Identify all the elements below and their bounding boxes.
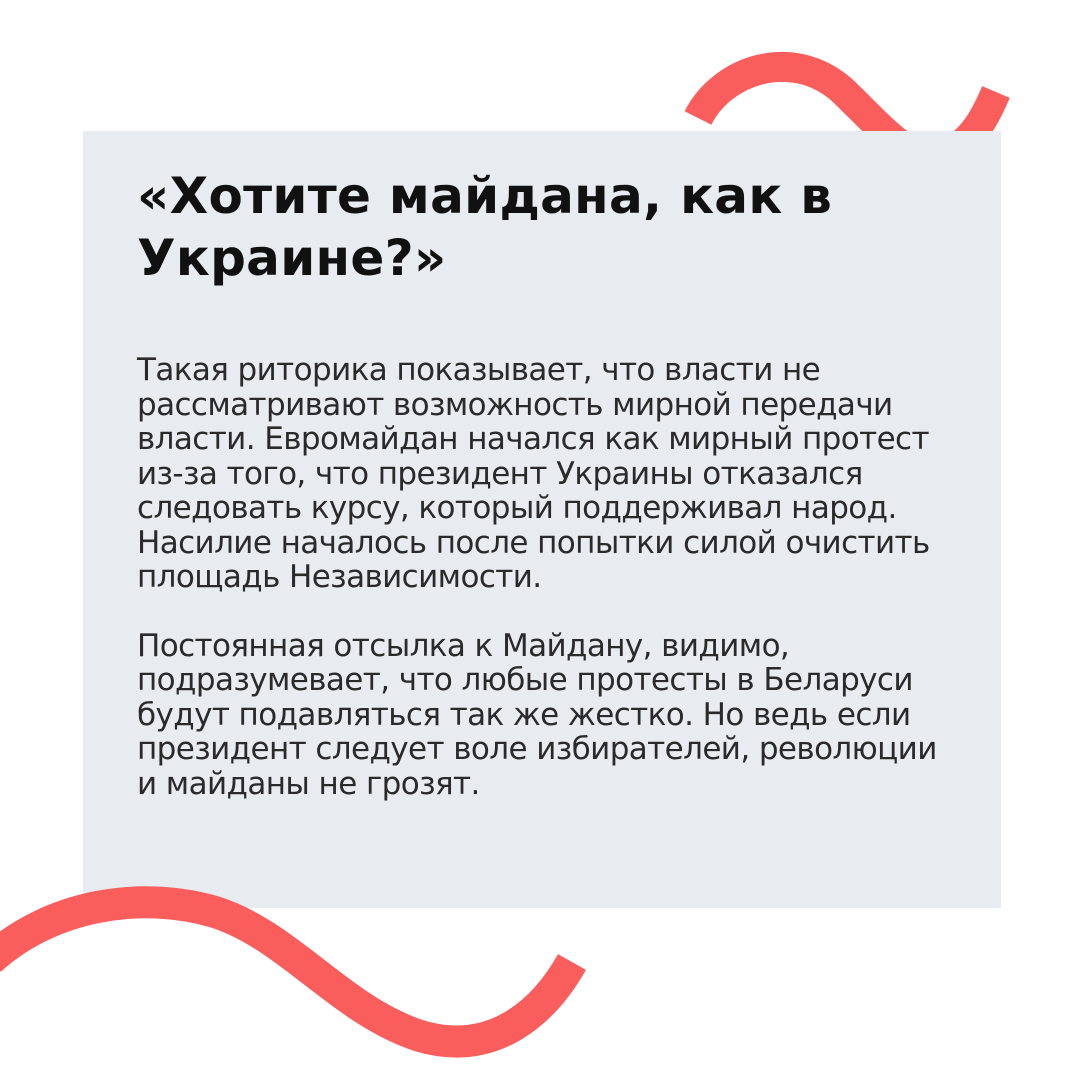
- page-title: «Хотите майдана, как в Украине?»: [137, 167, 833, 287]
- paragraph-1: Такая риторика показывает, что власти не рассматривают возможность мирной передачи власти. Евромайдан начался как мирный протест из-за того, что президент Украины отказался следовать курсу, который поддерживал народ. Насилие началось после попытки силой очистить площадь Независимости.: [137, 352, 930, 595]
- paragraph-2: Постоянная отсылка к Майдану, видимо, подразумевает, что любые протесты в Беларуси будут подавляться так же жестко. Но ведь если президент следует воле избирателей, революции и майданы не грозят.: [137, 627, 937, 802]
